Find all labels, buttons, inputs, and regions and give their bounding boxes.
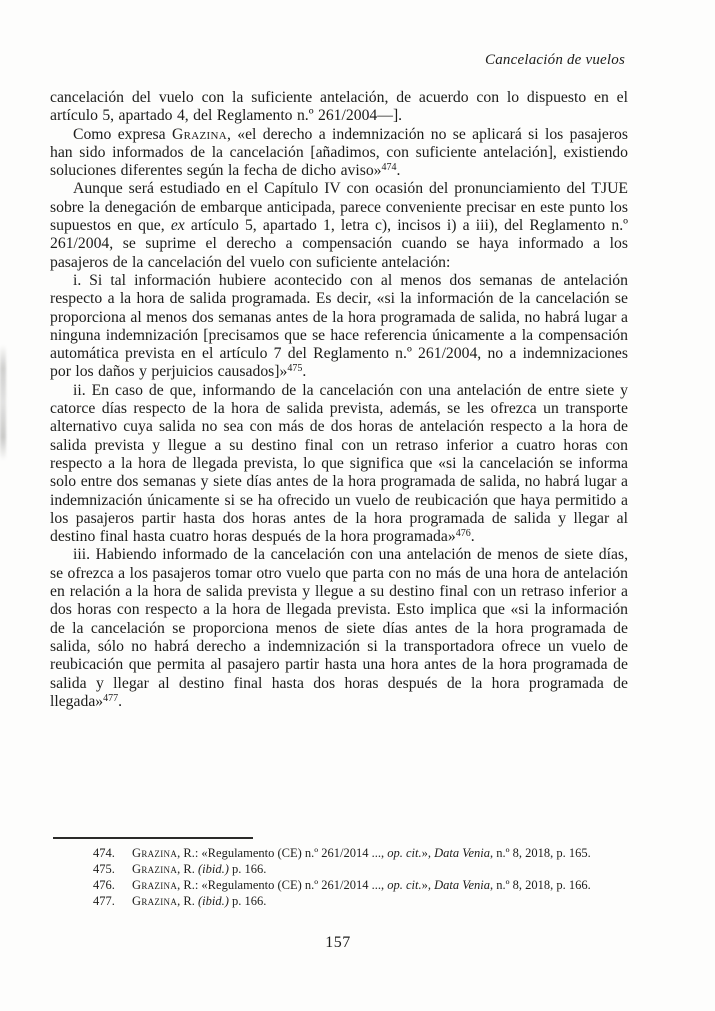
footnote-text [132, 862, 266, 876]
footnote-number: 477. [93, 894, 115, 908]
footnote-number: 474. [93, 846, 115, 860]
text-segment: Como expresa [73, 125, 172, 143]
text-segment: op. cit. [387, 878, 422, 892]
footnote-text [132, 894, 266, 908]
text-segment: , R.: «Regulamento (CE) n.º 261/2014 ..., [177, 878, 388, 892]
page-number: 157 [325, 934, 351, 951]
text-segment: p. 166. [228, 862, 267, 876]
text-segment: , n.º 8, 2018, p. 166. [490, 878, 591, 892]
paragraph [50, 546, 628, 711]
footnote-separator-rule [53, 837, 253, 839]
footnote-reference: 475 [287, 363, 303, 375]
text-segment: Data Venia [434, 878, 491, 892]
paragraph [50, 180, 628, 271]
text-segment: . [470, 528, 475, 546]
paragraph [50, 89, 628, 126]
footnote-text [132, 846, 591, 860]
text-segment: , «el derecho a indemnización no se aplicará si los pasajeros han sido informados de la cancelación [añadimos, con suficiente antelación], existiendo soluciones diferentes según la fecha de dicho aviso» [50, 125, 629, 180]
text-segment: p. 166. [228, 894, 267, 908]
footnote-text [132, 878, 591, 892]
text-segment: cancelación del vuelo con la suficiente antelación, de acuerdo con lo dispuesto en el artículo 5, apartado 4, del Reglamento n.º 261/2004—]. [50, 89, 628, 125]
text-segment: , n.º 8, 2018, p. 165. [490, 846, 591, 860]
text-segment: ii. En caso de que, informando de la cancelación con una antelación de entre siete y catorce días respecto de la hora de salida prevista, además, se les ofrezca un transporte alternativo cuya salida no sea con más de dos horas de antelación respecto a la hora de salida prevista y llegue a su destino final con un retraso inferior a cuatro horas con respecto a la hora de llegada prevista, lo que significa que «si la cancelación se informa solo entre dos semanas y siete días antes de la hora programada de salida, no habrá lugar a indemnización únicamente si se ha ofrecido un vuelo de reubicación que haya permitido a los pasajeros partir hasta dos horas antes de la hora programada de salida y llegar al destino final hasta cuatro horas después de la hora programada» [50, 381, 628, 546]
text-segment: Grazina [132, 878, 178, 892]
body-text [50, 89, 628, 711]
text-segment: Grazina [171, 125, 227, 143]
footnote-number: 475. [93, 862, 115, 876]
text-segment: , R.: «Regulamento (CE) n.º 261/2014 ..., [177, 846, 388, 860]
footnote [93, 861, 638, 877]
text-segment: Data Venia [434, 846, 491, 860]
footnote [93, 845, 638, 861]
text-segment: . [118, 692, 123, 710]
text-segment: , R. [177, 862, 198, 876]
footnote [93, 877, 638, 893]
footnote-reference: 474 [381, 162, 397, 174]
footnotes-block [93, 845, 638, 909]
scan-artifact-streak [0, 345, 6, 460]
text-segment: ex [170, 217, 185, 235]
text-segment: . [302, 363, 307, 381]
footnote-number: 476. [93, 878, 115, 892]
paragraph [50, 272, 628, 382]
paragraph [50, 382, 628, 547]
text-segment: Grazina [132, 894, 178, 908]
text-segment: », [421, 846, 435, 860]
text-segment: i. Si tal información hubiere acontecido con al menos dos semanas de antelación respecto a la hora de salida programada. Es decir, «si la información de la cancelación se proporciona al menos dos semanas antes de la hora programada de salida, no habrá lugar a ninguna indemnización [precisamos que se hace referencia únicamente a la compensación automática prevista en el artículo 7 del Reglamento n.º 261/2004, no a indemnizaciones por los daños y perjuicios causados]» [50, 271, 628, 381]
running-header: Cancelación de vuelos [485, 52, 625, 68]
text-segment: (ibid.) [197, 862, 229, 876]
text-segment: (ibid.) [197, 894, 229, 908]
footnote-reference: 477 [103, 692, 119, 704]
footnote-reference: 476 [455, 528, 471, 540]
text-segment: artículo 5, apartado 1, letra c), incisos i) a iii), del Reglamento n.º 261/2004, se suprime el derecho a compensación cuando se haya informado a los pasajeros de la cancelación del vuelo con suficiente antelación: [50, 217, 628, 271]
text-segment: Grazina [132, 862, 178, 876]
text-segment: Grazina [132, 846, 178, 860]
text-segment: Aunque será estudiado en el Capítulo IV con ocasión del pronunciamiento del TJUE sobre la denegación de embarque anticipada, parece conveniente precisar en este punto los supuestos en que, [50, 180, 628, 235]
text-segment: . [396, 162, 401, 180]
text-segment: op. cit. [387, 846, 422, 860]
footnote [93, 893, 638, 909]
text-segment: , R. [177, 894, 198, 908]
text-segment: », [421, 878, 435, 892]
paragraph [50, 126, 628, 181]
text-segment: iii. Habiendo informado de la cancelación con una antelación de menos de siete días, se ofrezca a los pasajeros tomar otro vuelo que parta con no más de una hora de antelación en relación a la hora de salida prevista y llegue a su destino final con un retraso inferior a dos horas con respecto a la hora de llegada prevista. Esto implica que «si la información de la cancelación se proporciona menos de siete días antes de la hora programada de salida, sólo no habrá derecho a indemnización si la transportadora ofrece un vuelo de reubicación que permita al pasajero partir hasta una hora antes de la hora programada de salida y llegar al destino final hasta dos horas después de la hora programada de llegada» [50, 546, 628, 710]
